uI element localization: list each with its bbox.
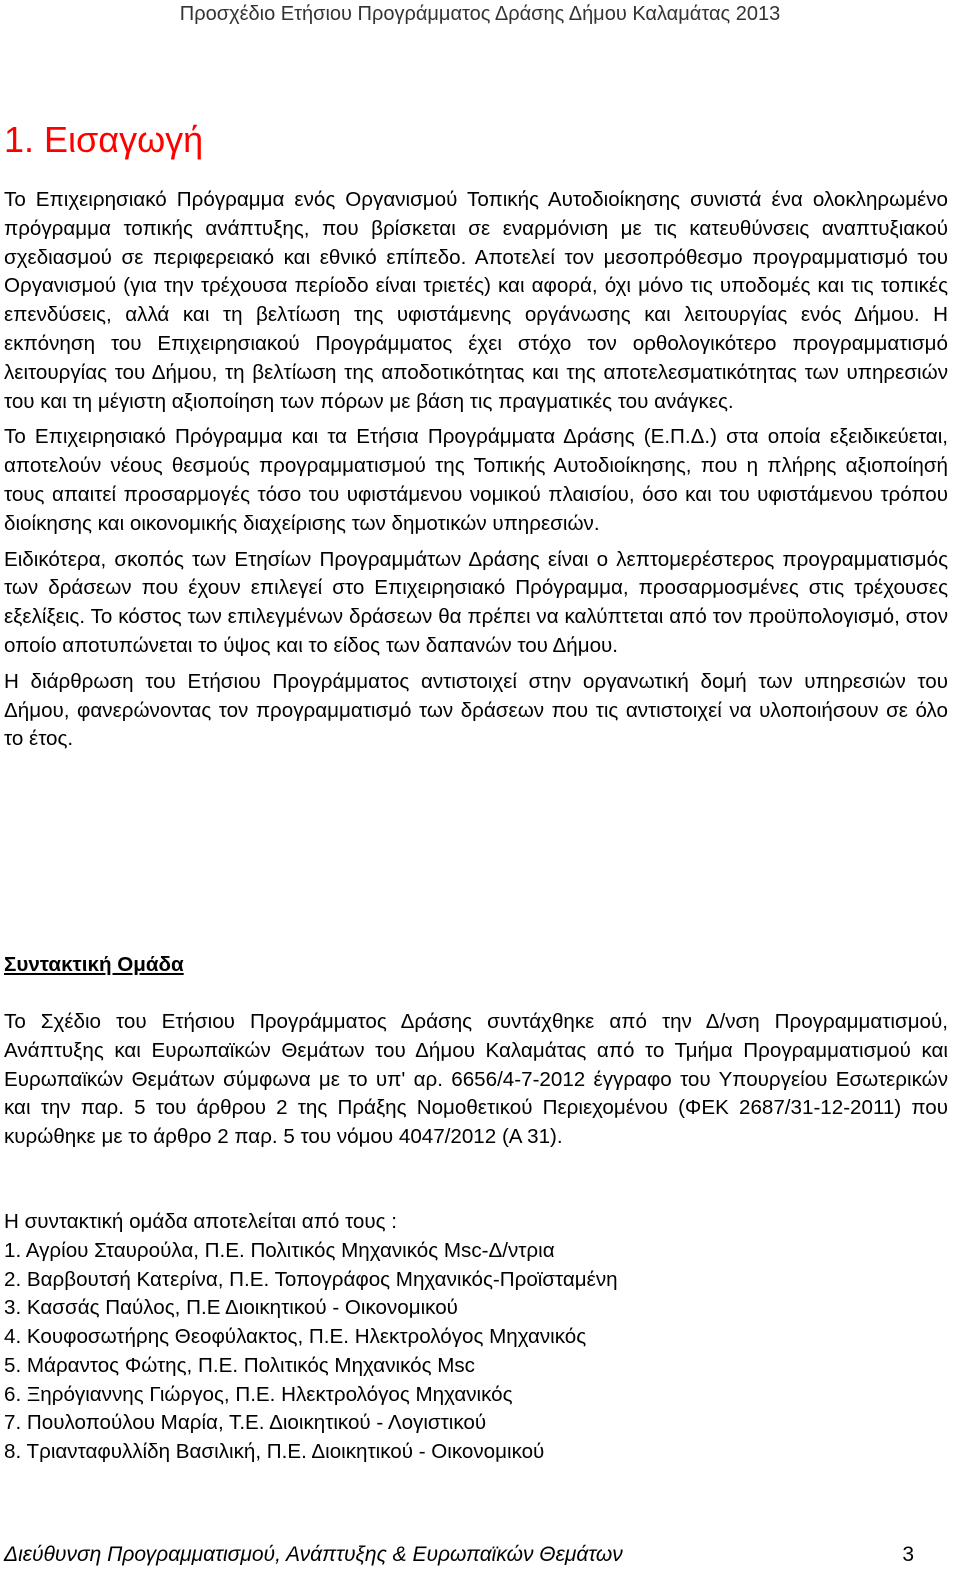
team-members-list: [4, 1237, 618, 1467]
team-member: 6. Ξηρόγιαννης Γιώργος, Π.Ε. Ηλεκτρολόγος Μηχανικός: [4, 1382, 513, 1406]
team-member: 4. Κουφοσωτήρης Θεοφύλακτος, Π.Ε. Ηλεκτρολόγος Μηχανικός: [4, 1325, 587, 1349]
intro-block: [4, 186, 948, 754]
footer-text: Διεύθυνση Προγραμματισμού, Ανάπτυξης & Ευρωπαϊκών Θεμάτων: [4, 1543, 623, 1566]
intro-paragraph-2: Το Επιχειρησιακό Πρόγραμμα και τα Ετήσια Προγράμματα Δράσης (Ε.Π.Δ.) στα οποία εξειδικεύεται, αποτελούν νέους θεσμούς προγραμματισμού της Τοπικής Αυτοδιοίκησης, που η πλήρης αξιοποίησή τους απαιτεί προσαρμογές τόσο του υφιστάμενου νομικού πλαισίου, όσο και του υφιστάμενου τρόπου διοίκησης και οικονομικής διαχείρισης των δημοτικών υπηρεσιών.: [4, 425, 948, 535]
page-number: 3: [902, 1543, 914, 1566]
team-member: 2. Βαρβουτσή Κατερίνα, Π.Ε. Τοπογράφος Μηχανικός-Προϊσταμένη: [4, 1267, 618, 1291]
team-member: 1. Αγρίου Σταυρούλα, Π.Ε. Πολιτικός Μηχανικός Msc-Δ/ντρια: [4, 1239, 555, 1262]
page-header: Προσχέδιο Ετήσιου Προγράμματος Δράσης Δήμου Καλαμάτας 2013: [179, 3, 781, 25]
team-member: 3. Κασσάς Παύλος, Π.Ε Διοικητικού - Οικονομικού: [4, 1296, 458, 1320]
team-paragraph: Το Σχέδιο του Ετήσιου Προγράμματος Δράσης συντάχθηκε από την Δ/νση Προγραμματισμού, Ανάπτυξης και Ευρωπαϊκών Θεμάτων του Δήμου Καλαμάτας από το Τμήμα Προγραμματισμού και Ευρωπαϊκών Θεμάτων σύμφωνα με το υπ' αρ. 6656/4-7-2012 έγγραφο του Υπουργείου Εσωτερικών και την παρ. 5 του άρθρου 2 της Πράξης Νομοθετικού Περιεχομένου (ΦΕΚ 2687/31-12-2011) που κυρώθηκε με το άρθρο 2 παρ. 5 του νόμου 4047/2012 (Α 31).: [4, 1010, 948, 1149]
team-block: [4, 1008, 948, 1152]
team-member: 5. Μάραντος Φώτης, Π.Ε. Πολιτικός Μηχανικός Msc: [4, 1353, 475, 1377]
team-member: 7. Πουλοπούλου Μαρία, Τ.Ε. Διοικητικού - Λογιστικού: [4, 1411, 487, 1435]
team-member: 8. Τριανταφυλλίδη Βασιλική, Π.Ε. Διοικητικού - Οικονομικού: [4, 1439, 545, 1463]
intro-paragraph-1: Το Επιχειρησιακό Πρόγραμμα ενός Οργανισμού Τοπικής Αυτοδιοίκησης συνιστά ένα ολοκληρωμένο πρόγραμμα τοπικής ανάπτυξης, που βρίσκεται σε εναρμόνιση με τις κατευθύνσεις αναπτυξιακού σχεδιασμού σε περιφερειακό και εθνικό επίπεδο. Αποτελεί τον μεσοπρόθεσμο προγραμματισμό του Οργανισμού (για την τρέχουσα περίοδο είναι τριετές) και αφορά, όχι μόνο τις υποδομές και τις τοπικές επενδύσεις, αλλά και τη βελτίωση της υφιστάμενης οργάνωσης και λειτουργίας ενός Δήμου. Η εκπόνηση του Επιχειρησιακού Προγράμματος έχει στόχο τον ορθολογικότερο προγραμματισμό λειτουργίας του Δήμου, τη βελτίωση της αποδοτικότητας και της αποτελεσματικότητας των υπηρεσιών του και τη μέγιστη αξιοποίηση των πόρων με βάση τις πραγματικές του ανάγκες.: [4, 188, 948, 413]
team-section-title: Συντακτική Ομάδα: [4, 953, 184, 976]
section-heading: 1. Εισαγωγή: [4, 119, 204, 160]
intro-paragraph-4: Η διάρθρωση του Ετήσιου Προγράμματος αντιστοιχεί στην οργανωτική δομή των υπηρεσιών του Δήμου, φανερώνοντας τον προγραμματισμό των δράσεων που τις αντιστοιχεί να υλοποιήσουν σε όλο το έτος.: [4, 669, 948, 751]
page-footer: [4, 1540, 948, 1574]
intro-paragraph-3: Ειδικότερα, σκοπός των Ετησίων Προγραμμάτων Δράσης είναι ο λεπτομερέστερος προγραμματισμός των δράσεων που έχουν επιλεγεί στο Επιχειρησιακό Πρόγραμμα, προσαρμοσμένες στις τρέχουσες εξελίξεις. Το κόστος των επιλεγμένων δράσεων θα πρέπει να καλύπτεται από τον προϋπολογισμό, στον οποίο αποτυπώνεται το ύψος και το είδος των δαπανών του Δήμου.: [4, 547, 948, 657]
team-members-intro: Η συντακτική ομάδα αποτελείται από τους :: [4, 1210, 398, 1233]
